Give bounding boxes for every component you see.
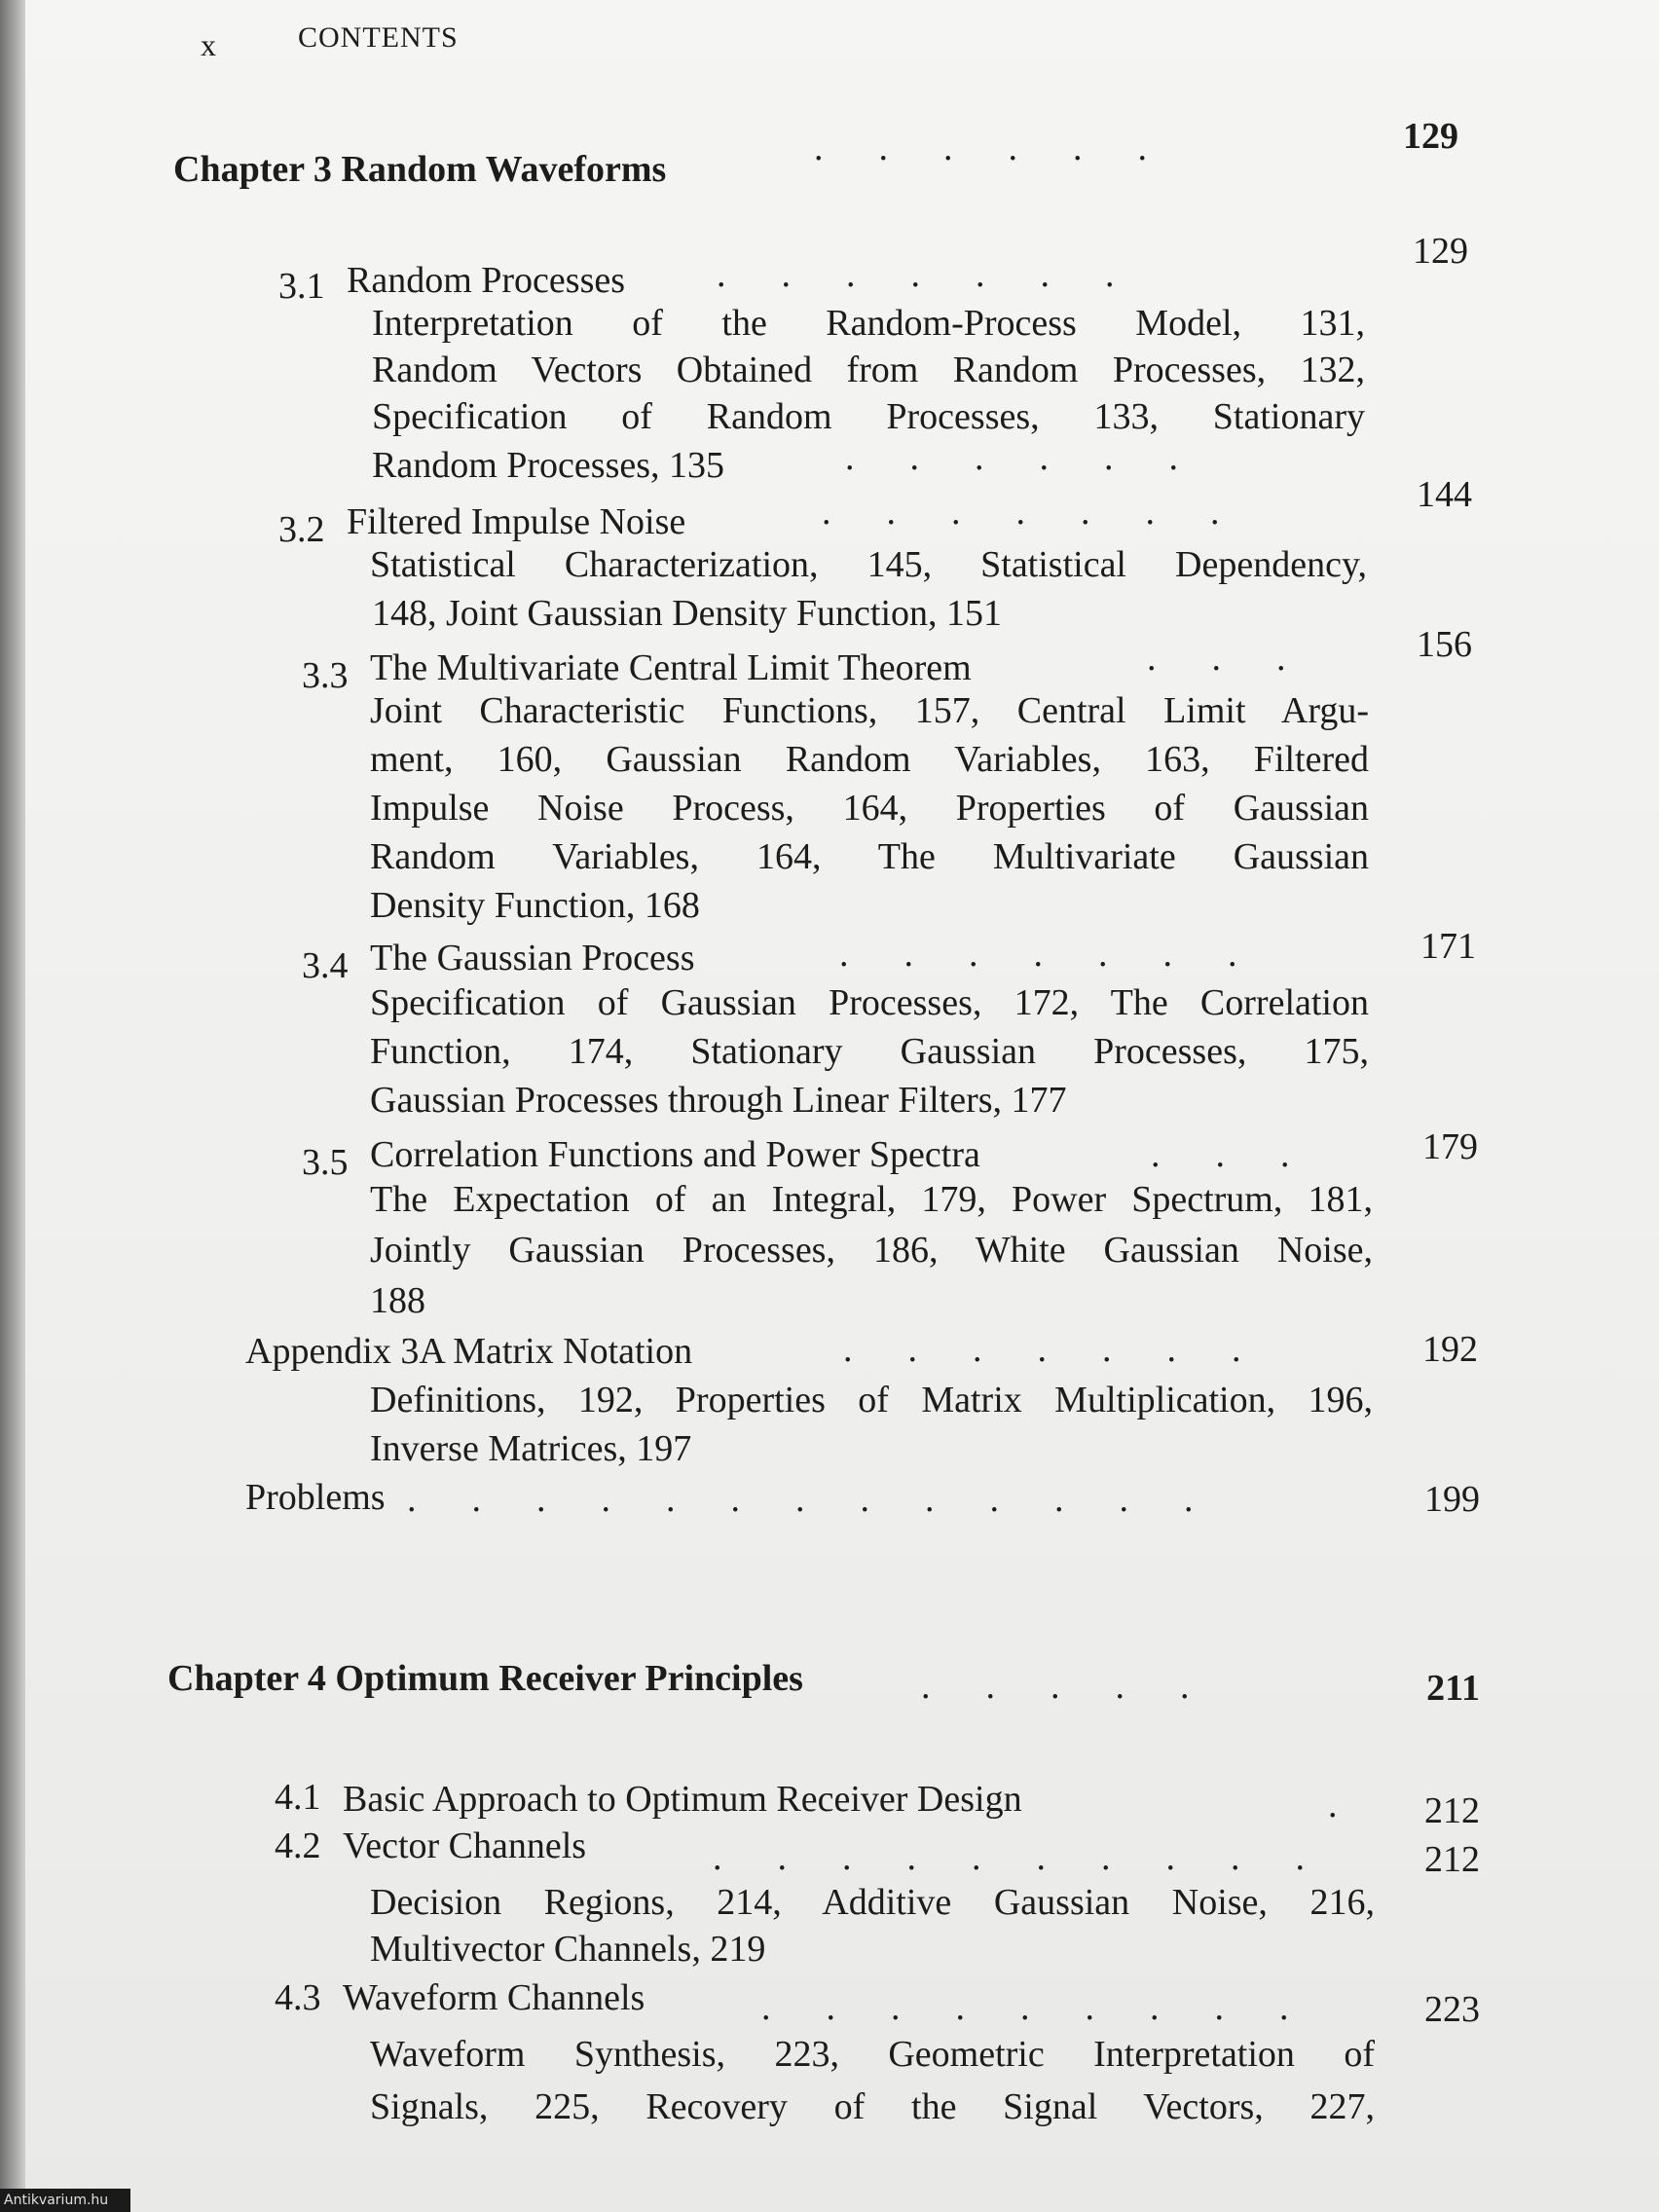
chapter-4-page: 211 — [1426, 1668, 1480, 1709]
chapter-4-title: Chapter 4 Optimum Receiver Principles — [167, 1658, 803, 1699]
dot-leader: . . . . . . . — [843, 1329, 1241, 1370]
dot-leader: . . . . . . . . . . . . . — [407, 1479, 1194, 1520]
section-page: 171 — [1420, 926, 1476, 967]
section-number: 3.3 — [302, 655, 349, 696]
subtopic-line: Impulse Noise Process, 164, Properties of Gaussian — [370, 788, 1369, 829]
chapter-3-title: Chapter 3 Random Waveforms — [173, 149, 667, 190]
subtopic-line: Random Vectors Obtained from Random Processes, 132, — [372, 350, 1365, 390]
appendix-page: 192 — [1422, 1329, 1478, 1370]
section-title: The Multivariate Central Limit Theorem — [370, 647, 972, 688]
subtopic-line: Statistical Characterization, 145, Statistical Dependency, — [370, 544, 1367, 585]
dot-leader: . . . . . . . — [822, 492, 1220, 533]
book-binding-shadow — [0, 0, 25, 2212]
dot-leader: . . . . . . — [814, 128, 1147, 168]
section-page: 223 — [1424, 1989, 1480, 2030]
subtopic-line: 148, Joint Gaussian Density Function, 151 — [372, 593, 1003, 634]
dot-leader: . . . — [1151, 1134, 1290, 1175]
subtopic-line: The Expectation of an Integral, 179, Power Spectrum, 181, — [370, 1179, 1373, 1220]
section-title: Vector Channels — [343, 1825, 587, 1866]
section-page: 156 — [1417, 624, 1472, 665]
section-title: The Gaussian Process — [370, 938, 695, 978]
appendix-title: Appendix 3A Matrix Notation — [245, 1331, 693, 1372]
subtopic-line: Waveform Synthesis, 223, Geometric Interpretation of — [370, 2034, 1375, 2075]
problems-title: Problems — [245, 1477, 386, 1518]
section-page: 144 — [1417, 474, 1472, 515]
subtopic-line: Gaussian Processes through Linear Filters, 177 — [370, 1080, 1067, 1121]
subtopic-line: Function, 174, Stationary Gaussian Processes, 175, — [370, 1031, 1369, 1072]
dot-leader: . . . . . . . . . . — [713, 1837, 1305, 1878]
section-number: 3.4 — [302, 945, 349, 986]
section-number: 4.1 — [275, 1777, 321, 1818]
subtopic-line: Random Variables, 164, The Multivariate Gaussian — [370, 836, 1369, 877]
watermark-label: Antikvarium.hu — [0, 2189, 130, 2212]
dot-leader: . — [1328, 1785, 1338, 1825]
subtopic-line: Decision Regions, 214, Additive Gaussian Noise, 216, — [370, 1882, 1375, 1923]
section-page: 129 — [1413, 231, 1468, 272]
subtopic-line: Multivector Channels, 219 — [370, 1929, 766, 1970]
section-number: 4.2 — [275, 1825, 321, 1866]
section-page: 179 — [1422, 1126, 1478, 1167]
dot-leader: . . . . . — [921, 1666, 1190, 1707]
section-title: Waveform Channels — [343, 1977, 645, 2018]
book-page — [25, 0, 1659, 2212]
section-title: Correlation Functions and Power Spectra — [370, 1134, 980, 1175]
subtopic-line: Interpretation of the Random-Process Model, 131, — [372, 303, 1365, 344]
dot-leader: . . . — [1147, 638, 1286, 679]
problems-page: 199 — [1424, 1479, 1480, 1520]
subtopic-line: Signals, 225, Recovery of the Signal Vectors, 227, — [370, 2086, 1375, 2127]
subtopic-line: Specification of Gaussian Processes, 172, The Correlation — [370, 982, 1369, 1023]
subtopic-line: 188 — [370, 1280, 425, 1321]
subtopic-line: Jointly Gaussian Processes, 186, White Gaussian Noise, — [370, 1230, 1373, 1271]
section-page: 212 — [1424, 1790, 1480, 1831]
running-title: CONTENTS — [298, 21, 459, 54]
dot-leader: . . . . . . — [845, 437, 1178, 478]
section-number: 3.1 — [278, 266, 325, 307]
dot-leader: . . . . . . . — [717, 254, 1115, 295]
dot-leader: . . . . . . . . . — [761, 1987, 1289, 2028]
section-page: 212 — [1424, 1839, 1480, 1880]
subtopic-line: Specification of Random Processes, 133, Stationary — [372, 396, 1365, 437]
subtopic-line: Inverse Matrices, 197 — [370, 1428, 692, 1469]
subtopic-line: Density Function, 168 — [370, 885, 700, 926]
section-number: 3.5 — [302, 1142, 349, 1183]
section-number: 4.3 — [275, 1977, 321, 2018]
subtopic-line: ment, 160, Gaussian Random Variables, 163, Filtered — [370, 739, 1369, 780]
subtopic-line: Random Processes, 135 — [372, 445, 725, 486]
section-title: Random Processes — [347, 260, 626, 301]
section-number: 3.2 — [278, 509, 325, 550]
subtopic-line: Joint Characteristic Functions, 157, Central Limit Argu- — [370, 690, 1369, 731]
section-title: Filtered Impulse Noise — [347, 501, 686, 542]
section-title: Basic Approach to Optimum Receiver Design — [343, 1779, 1022, 1820]
chapter-3-page: 129 — [1403, 116, 1458, 157]
page-numeral: x — [201, 27, 217, 62]
dot-leader: . . . . . . . — [839, 934, 1237, 975]
subtopic-line: Definitions, 192, Properties of Matrix Multiplication, 196, — [370, 1380, 1373, 1420]
